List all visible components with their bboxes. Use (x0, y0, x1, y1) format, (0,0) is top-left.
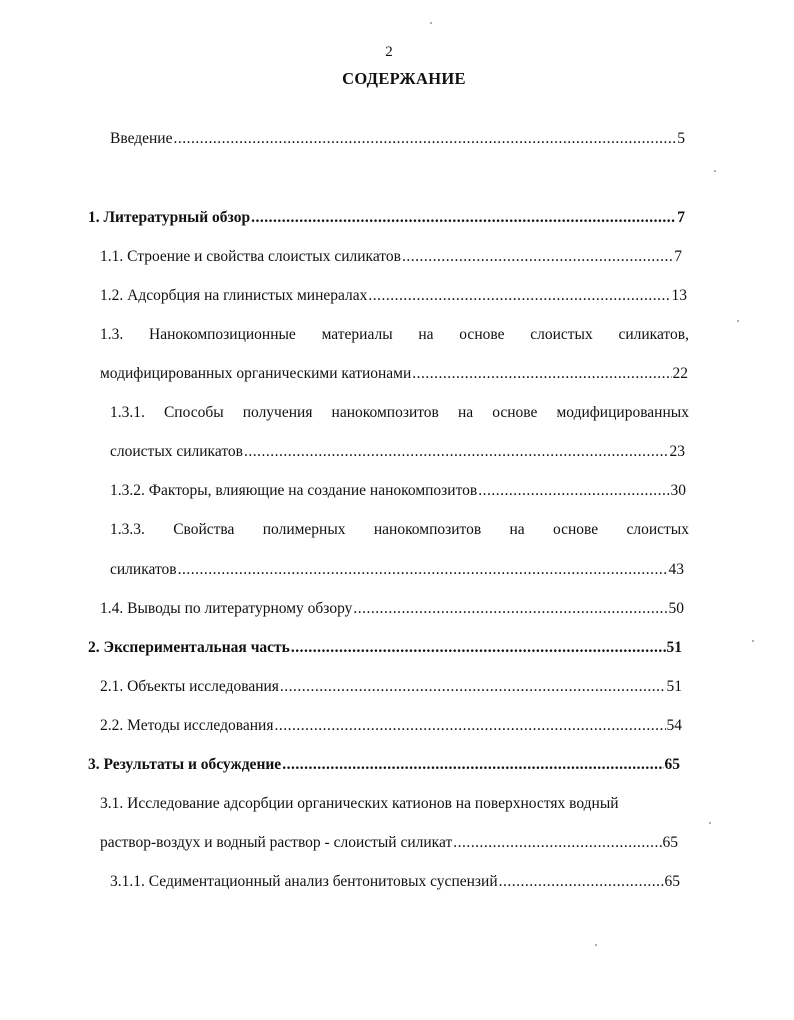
toc-entry-text: 1.1. Строение и свойства слоистых силикатов (100, 248, 401, 265)
toc-entry-page: 5 (677, 130, 685, 147)
toc-entry-text: раствор-воздух и водный раствор - слоистый силикат (100, 834, 453, 851)
word: 1.3. (100, 326, 124, 343)
word: слоистых (530, 326, 593, 343)
toc-entry-page: 22 (672, 365, 688, 382)
dot-leader (280, 677, 666, 697)
scan-speck (595, 944, 597, 946)
word: Свойства (173, 521, 235, 538)
toc-entry-section-3[interactable] (88, 755, 680, 775)
word: на (509, 521, 525, 538)
word: Способы (163, 404, 224, 421)
toc-entry-1-3-1-line2[interactable] (110, 442, 685, 462)
word: основе (552, 521, 599, 538)
toc-entry-1-3-line1[interactable] (100, 325, 689, 345)
word: нанокомпозитов (373, 521, 482, 538)
page-title: СОДЕРЖАНИЕ (342, 69, 466, 88)
word: Нанокомпозиционные (149, 326, 296, 343)
toc-entry-1-3-1-line1[interactable] (110, 403, 689, 423)
toc-entry-1-3-2[interactable] (110, 481, 686, 501)
dot-leader (412, 364, 671, 384)
word: материалы (321, 326, 393, 343)
toc-entry-1-3-line2[interactable] (100, 364, 688, 384)
toc-entry-1-3-3-line2[interactable] (110, 560, 684, 580)
dot-leader (178, 560, 668, 580)
toc-entry-section-1[interactable] (88, 208, 685, 228)
scan-speck (714, 170, 716, 172)
word: модифицированных (556, 404, 689, 421)
toc-entry-page: 50 (668, 600, 684, 617)
toc-entry-text: силикатов (110, 561, 177, 578)
word: 1.3.1. (110, 404, 145, 421)
word: силикатов, (618, 326, 689, 343)
toc-entry-1-3-3-line1[interactable] (110, 520, 689, 540)
toc-entry-2-2[interactable] (100, 716, 682, 736)
dot-leader (478, 481, 669, 501)
dot-leader (368, 286, 670, 306)
toc-entry-3-1-1[interactable] (110, 872, 680, 892)
toc-entry-text: слоистых силикатов (110, 443, 243, 460)
toc-entry-page: 30 (670, 482, 686, 499)
word: на (457, 404, 474, 421)
toc-entry-3-1-line1[interactable] (100, 794, 690, 814)
toc-entry-text: 3. Результаты и обсуждение (88, 756, 282, 773)
toc-entry-page: 51 (666, 678, 682, 695)
dot-leader (274, 716, 665, 736)
toc-entry-page: 65 (662, 834, 678, 851)
toc-entry-page: 54 (666, 717, 682, 734)
toc-entry-3-1-line2[interactable] (100, 833, 678, 853)
toc-entry-text: 1.3.2. Факторы, влияющие на создание нанокомпозитов (110, 482, 478, 499)
toc-entry-text: 3.1. Исследование адсорбции органических катионов на поверхностях водный (100, 795, 619, 812)
toc-entry-1-1[interactable] (100, 247, 682, 267)
dot-leader (291, 638, 666, 658)
dot-leader (453, 833, 661, 853)
dot-leader (499, 872, 664, 892)
scan-speck (752, 640, 754, 642)
toc-entry-page: 43 (668, 561, 684, 578)
toc-entry-page: 23 (669, 443, 685, 460)
toc-entry-text: модифицированных органическими катионами (100, 365, 412, 382)
toc-entry-text: Введение (110, 130, 173, 147)
toc-entry-page: 65 (664, 756, 680, 773)
scan-speck (737, 320, 739, 322)
toc-entry-page: 13 (671, 287, 687, 304)
dot-leader (353, 599, 667, 619)
scan-speck (430, 22, 432, 24)
toc-entry-text: 2.1. Объекты исследования (100, 678, 279, 695)
word: на (418, 326, 434, 343)
toc-entry-text: 2. Экспериментальная часть (88, 639, 290, 656)
dot-leader (251, 208, 676, 228)
word: основе (492, 404, 538, 421)
word: получения (242, 404, 313, 421)
dot-leader (282, 755, 663, 775)
word: полимерных (262, 521, 346, 538)
dot-leader (173, 129, 676, 149)
toc-entry-text: 3.1.1. Седиментационный анализ бентонитовых суспензий (110, 873, 498, 890)
toc-entry-section-2[interactable] (88, 638, 682, 658)
toc-entry-page: 51 (666, 639, 682, 656)
word: 1.3.3. (110, 521, 145, 538)
page-number: 2 (385, 44, 393, 60)
toc-entry-text: 1. Литературный обзор (88, 209, 251, 226)
word: нанокомпозитов (331, 404, 439, 421)
toc-entry-1-2[interactable] (100, 286, 687, 306)
toc-entry-2-1[interactable] (100, 677, 682, 697)
toc-entry-page: 7 (677, 209, 685, 226)
dot-leader (402, 247, 673, 267)
toc-entry-text: 1.4. Выводы по литературному обзору (100, 600, 353, 617)
word: основе (459, 326, 505, 343)
word: слоистых (626, 521, 689, 538)
toc-entry-1-4[interactable] (100, 599, 684, 619)
toc-entry-intro[interactable] (110, 129, 685, 149)
toc-entry-page: 65 (664, 873, 680, 890)
scan-speck (709, 822, 711, 824)
toc-entry-text: 2.2. Методы исследования (100, 717, 274, 734)
dot-leader (244, 442, 669, 462)
toc-entry-page: 7 (674, 248, 682, 265)
toc-entry-text: 1.2. Адсорбция на глинистых минералах (100, 287, 368, 304)
